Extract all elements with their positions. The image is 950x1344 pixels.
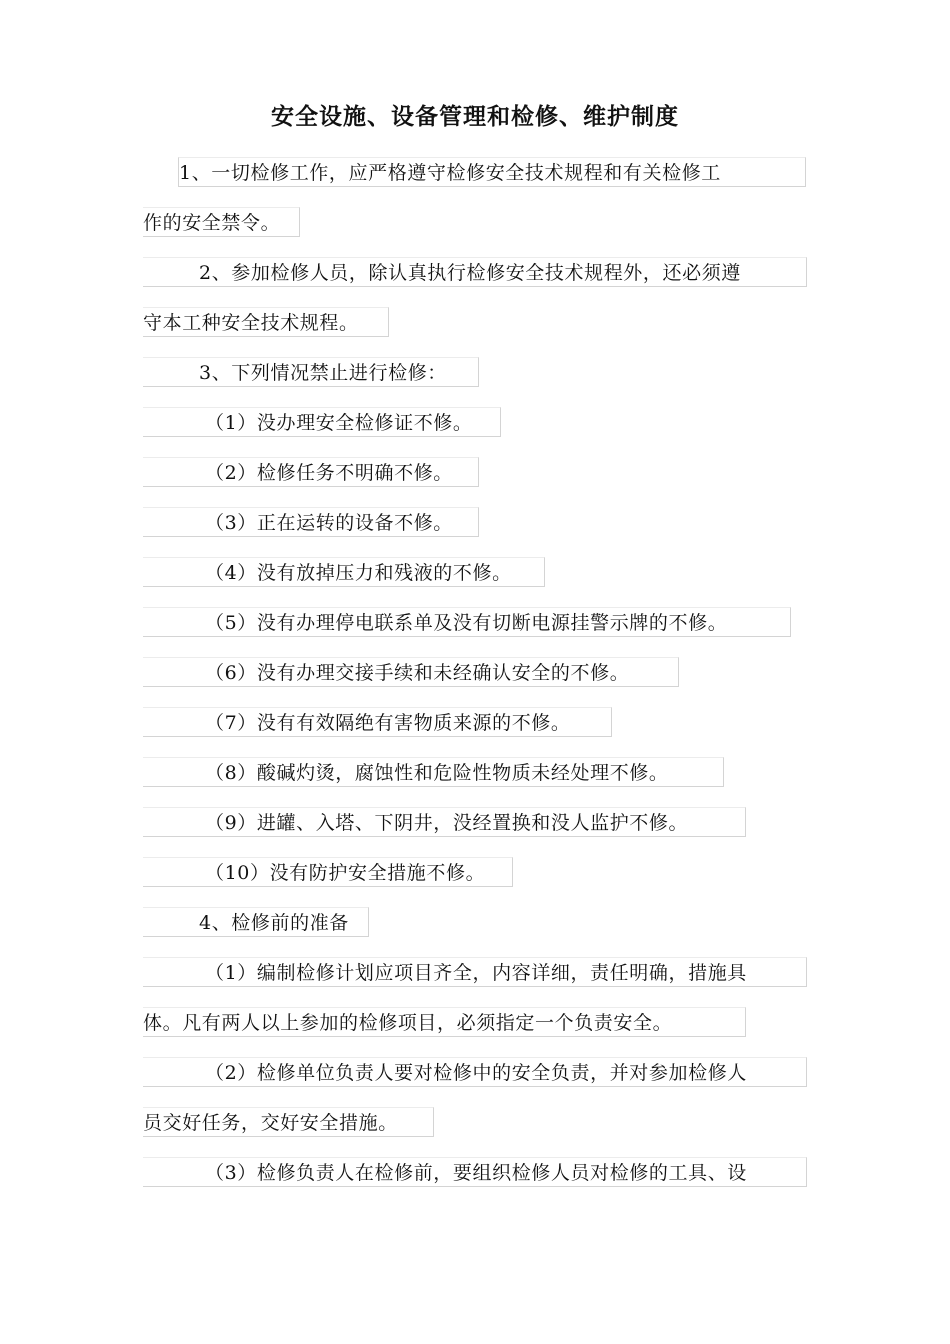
list-item: （8）酸碱灼烫，腐蚀性和危险性物质未经处理不修。 — [143, 757, 724, 787]
list-item: （5）没有办理停电联系单及没有切断电源挂警示牌的不修。 — [143, 607, 791, 637]
paragraph-line: 作的安全禁令。 — [143, 207, 300, 237]
section-heading: 4、检修前的准备 — [143, 907, 369, 937]
paragraph-line: （2）检修单位负责人要对检修中的安全负责，并对参加检修人 — [143, 1057, 807, 1087]
paragraph-line: （1）编制检修计划应项目齐全，内容详细，责任明确，措施具 — [143, 957, 807, 987]
paragraph-line: 体。凡有两人以上参加的检修项目，必须指定一个负责安全。 — [143, 1007, 746, 1037]
paragraph-line: 守本工种安全技术规程。 — [143, 307, 389, 337]
paragraph-line: 员交好任务，交好安全措施。 — [143, 1107, 434, 1137]
list-item: （4）没有放掉压力和残液的不修。 — [143, 557, 545, 587]
list-item: （6）没有办理交接手续和未经确认安全的不修。 — [143, 657, 679, 687]
paragraph-line: 1、一切检修工作，应严格遵守检修安全技术规程和有关检修工 — [178, 157, 806, 187]
paragraph-line: 3、下列情况禁止进行检修： — [143, 357, 479, 387]
list-item: （10）没有防护安全措施不修。 — [143, 857, 513, 887]
list-item: （9）进罐、入塔、下阴井，没经置换和没人监护不修。 — [143, 807, 746, 837]
paragraph-line: （3）检修负责人在检修前，要组织检修人员对检修的工具、设 — [143, 1157, 807, 1187]
list-item: （1）没办理安全检修证不修。 — [143, 407, 501, 437]
list-item: （7）没有有效隔绝有害物质来源的不修。 — [143, 707, 612, 737]
list-item: （2）检修任务不明确不修。 — [143, 457, 479, 487]
paragraph-line: 2、参加检修人员，除认真执行检修安全技术规程外，还必须遵 — [143, 257, 807, 287]
list-item: （3）正在运转的设备不修。 — [143, 507, 479, 537]
document-title: 安全设施、设备管理和检修、维护制度 — [271, 104, 679, 130]
